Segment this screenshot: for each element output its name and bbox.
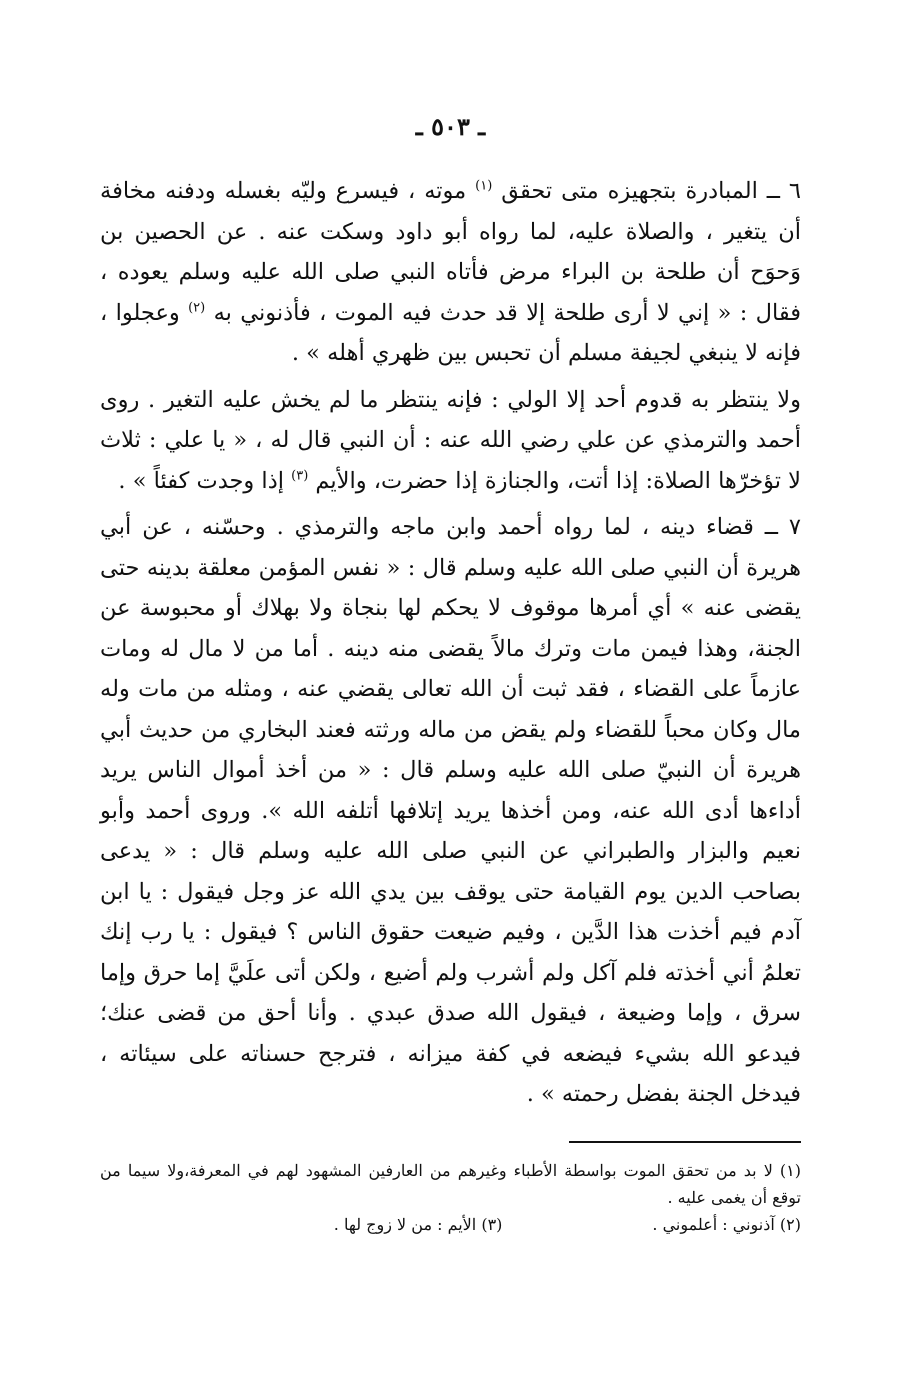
- footnote-ref-3[interactable]: (٣): [291, 468, 309, 483]
- paragraph-item-7: [100, 507, 801, 1115]
- paragraph-text: إذا وجدت كفئاً » .: [118, 467, 284, 494]
- page-number: ـ ٥٠٣ ـ: [415, 112, 486, 141]
- paragraph-waiting-for-guardian: [100, 380, 801, 502]
- footnote-row: [100, 1211, 801, 1238]
- footnotes: [100, 1157, 801, 1238]
- paragraph-text: موته ، فيسرع وليّه بغسله ودفنه مخافة أن يتغير ، والصلاة عليه، لما رواه أبو داود وسكت عنه . عن الحصين بن وَحوَح أن طلحة بن البراء مرض فأتاه النبي صلى الله عليه وسلم يعوده ، فقال : « إني لا أرى طلحة إلا قد حدث فيه الموت ، فأذنوني به: [100, 178, 801, 326]
- footnote-2: (٢) آذنوني : أعلموني .: [652, 1214, 801, 1234]
- footnote-divider: [569, 1141, 801, 1143]
- paragraph-item-6: [100, 171, 801, 374]
- paragraph-text: ٦ ــ المبادرة بتجهيزه متى تحقق: [501, 178, 801, 204]
- paragraph-text: وعجلوا ، فإنه لا ينبغي لجيفة مسلم أن تحبس بين ظهري أهله » .: [100, 299, 801, 366]
- paragraph-text: ولا ينتظر به قدوم أحد إلا الولي : فإنه ينتظر ما لم يخش عليه التغير . روى أحمد والترمذي عن علي رضي الله عنه : أن النبي قال له ، « يا علي : ثلاث لا تؤخرّها الصلاة: إذا أتت، والجنازة إذا حضرت، والأيم: [100, 386, 801, 494]
- footnote-1: (١) لا بد من تحقق الموت بواسطة الأطباء وغيرهم من العارفين المشهود لهم في المعرفة،ولا سيما من توقع أن يغمى عليه .: [100, 1160, 801, 1207]
- paragraph-text: ٧ ــ قضاء دينه ، لما رواه أحمد وابن ماجه والترمذي . وحسّنه ، عن أبي هريرة أن النبي صلى الله عليه وسلم قال : « نفس المؤمن معلقة بدينه حتى يقضى عنه » أي أمرها موقوف لا يحكم لها بنجاة ولا بهلاك أو محبوسة عن الجنة، وهذا فيمن مات وترك مالاً يقضى منه دينه . أما من لا مال له ومات عازماً على القضاء ، فقد ثبت أن الله تعالى يقضي عنه ، ومثله من مات وله مال وكان محباً للقضاء ولم يقض من ماله ورثته فعند البخاري من حديث أبي هريرة أن النبيّ صلى الله عليه وسلم قال : « من أخذ أموال الناس يريد أداءها أدى الله عنه، ومن أخذها يريد إتلافها أتلفه الله ». وروى أحمد وأبو نعيم والبزار والطبراني عن النبي صلى الله عليه وسلم قال : « يدعى بصاحب الدين يوم القيامة حتى يوقف بين يدي الله عز وجل فيقول : يا ابن آدم فيم أخذت هذا الدَّين ، وفيم ضيعت حقوق الناس ؟ فيقول : يا رب إنك تعلمُ أني أخذته فلم آكل ولم أشرب ولم أضيع ، ولكن أتى علَيَّ إما حرق وإما سرق ، وإما وضيعة ، فيقول الله صدق عبدي . وأنا أحق من قضى عنك؛ فيدعو الله بشيء فيضعه في كفة ميزانه ، فترجح حسناته على سيئاته ، فيدخل الجنة بفضل رحمته » .: [100, 514, 801, 1107]
- footnote-ref-1[interactable]: (١): [475, 178, 493, 194]
- footnote-3: (٣) الأيم : من لا زوج لها .: [333, 1214, 503, 1234]
- footnote-ref-2[interactable]: (٢): [188, 300, 206, 315]
